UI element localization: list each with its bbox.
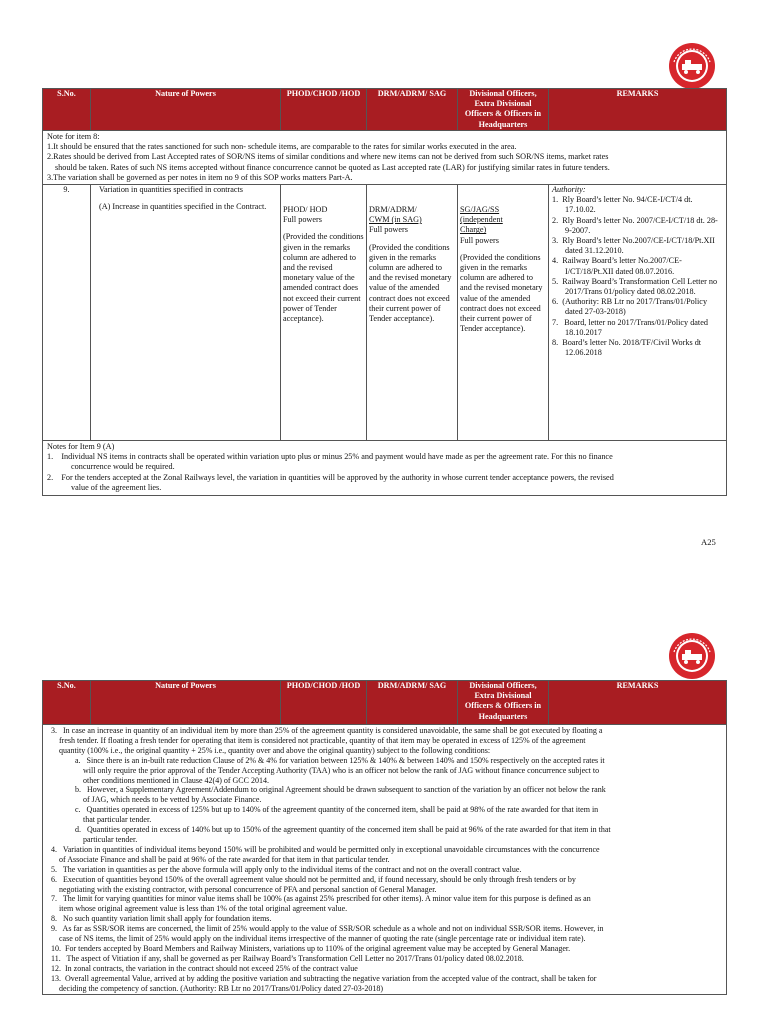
- item-9-title: Variation in quantities specified in contracts: [99, 185, 243, 195]
- note-line: item whose original agreement value is less than 1% of the total original agreement value.: [59, 904, 348, 914]
- drm-head-cwm: CWM (in SAG): [369, 215, 422, 225]
- note-line: negotiating with the existing contractor, with personal concurrence of PFA and personal sanction of General Manager.: [59, 884, 437, 894]
- note-line: that particular tender.: [83, 815, 152, 825]
- header-phod: PHOD/CHOD /HOD: [281, 89, 367, 131]
- table-header-row: [43, 681, 727, 725]
- note-line: 3. In case an increase in quantity of an individual item by more than 25% of the agreement quantity is considered unavoidable, the same shall be got executed by floating a: [51, 726, 603, 735]
- notes-9a-title: Notes for Item 9 (A): [47, 442, 115, 452]
- header-divisional: Divisional Officers, Extra Divisional Officers & Officers in Headquarters: [458, 681, 549, 725]
- note-line: will only require the prior approval of the Tender Accepting Authority (TAA) who is an officer not below the rank of JAG without finance concurrence subject to: [83, 765, 600, 775]
- note-line: quantity (100% i.e., the original quantity + 25% i.e., quantity over and above the original quantity) subject to the following conditions:: [59, 745, 491, 755]
- note-line: d. Quantities operated in excess of 140% but up to 150% of the agreement quantity of the concerned item shall be paid at 96% of the rate awarded for that item in that: [75, 825, 611, 835]
- powers-table-page-2: [42, 680, 727, 995]
- note-line: other conditions mentioned in Clause 42(4) of GCC 2014.: [83, 775, 269, 785]
- note-line: a. Since there is an in-built rate reduction Clause of 2% & 4% for variation between 125% & 140% & between 140% and 150% respectively on the accepted rates it: [75, 755, 605, 765]
- note-8-line: 2.Rates should be derived from Last Accepted rates of SOR/NS items of similar conditions and where new items can not be derived from such SOR/NS items, market rates: [47, 152, 609, 162]
- note-line: of JAG, which needs to be vetted by Associate Finance.: [83, 795, 262, 805]
- note-line: 13. Overall agreemental Value, arrived at by adding the positive variation and subtracting the negative variation from the accepted value of the contract, shall be taken for: [51, 973, 597, 983]
- note-line: b. However, a Supplementary Agreement/Addendum to original Agreement should be drawn subsequent to sanction of the variation by an officer not below the rank: [75, 785, 606, 795]
- note-line: 12. In zonal contracts, the variation in the contract should not exceed 25% of the contract value: [51, 963, 358, 973]
- note-8-line: 1.It should be ensured that the rates sanctioned for such non- schedule items, are comparable to the rates for similar works executed in the area.: [47, 142, 517, 152]
- note-line: 11. The aspect of Vitiation if any, shall be governed as per Railway Board’s Transformation Cell Letter no 2017/Trans 01/policy dated 08.02.2018.: [51, 953, 524, 963]
- note-line: fresh tender. If floating a fresh tender for operating that item is considered not practicable, quantity of that item may be operated in excess of 125% of the agreement: [59, 735, 586, 745]
- railway-logo: [668, 42, 716, 90]
- note-8-line: should be taken. Rates of such NS items accepted without finance concurrence cannot be quoted as Last accepted rate (LAR) for justifying similar rates in future tenders.: [55, 162, 610, 172]
- header-remarks: REMARKS: [549, 681, 727, 725]
- authority-item: 3. Rly Board’s letter No.2007/CE-I/CT/18/Pt.XII dated 31.12.2010.: [552, 236, 715, 256]
- authority-item: 4. Railway Board’s letter No.2007/CE-I/CT/18/Pt.XII dated 08.07.2016.: [552, 256, 682, 276]
- header-divisional: Divisional Officers, Extra Divisional Officers & Officers in Headquarters: [458, 89, 549, 131]
- header-nature: Nature of Powers: [91, 681, 281, 725]
- item-9-row: [43, 185, 727, 441]
- authority-item: 1. Rly Board’s letter No. 94/CE-I/CT/4 dt. 17.10.02.: [552, 195, 693, 215]
- notes-9a-line: 1. Individual NS items in contracts shall be operated within variation upto plus or minus 25% and payment would have made as per the agreement rate. For this no finance: [47, 452, 613, 462]
- note-line: 7. The limit for varying quantities for minor value items shall be 100% (as against 25% prescribed for other items). A minor value item for this purpose is defined as an: [51, 894, 591, 904]
- notes-9a-line: value of the agreement lies.: [71, 482, 162, 492]
- authority-item: 5. Railway Board’s Transformation Cell Letter no 2017/Trans 01/policy dated 08.02.2018.: [552, 276, 718, 297]
- header-drm: DRM/ADRM/ SAG: [367, 681, 458, 725]
- variation-notes-row: [43, 725, 727, 995]
- header-drm: DRM/ADRM/ SAG: [367, 89, 458, 131]
- note-line: 6. Execution of quantities beyond 150% of the overall agreement value should not be permitted and, if found necessary, should be only through fresh tenders or by: [51, 874, 576, 884]
- notes-9a-line: 2. For the tenders accepted at the Zonal Railways level, the variation in quantities will be approved by the authority in whose current tender acceptance powers, the revised: [47, 472, 614, 482]
- note-line: of Associate Finance and shall be paid at 96% of the rate awarded for that item in that particular tender.: [59, 854, 390, 864]
- note-item-8-row: [43, 131, 727, 185]
- phod-powers: Full powers: [283, 215, 322, 225]
- authority-item: 8. Board’s letter No. 2018/TF/Civil Works dt 12.06.2018: [552, 338, 702, 358]
- authority-title: Authority:: [552, 185, 586, 195]
- note-line: 5. The variation in quantities as per the above formula will apply only to the individual items of the contract and not on the overall contract value.: [51, 864, 522, 874]
- authority-item: 6. (Authority: RB Ltr no 2017/Trans/01/Policy dated 27-03-2018): [552, 297, 708, 317]
- header-sno: S.No.: [43, 89, 91, 131]
- note-line: case of NS items, the limit of 25% would apply on the individual items irrespective of the manner of quoting the rate (single percentage rate or individual item rate).: [59, 934, 586, 944]
- note-line: 10. For tenders accepted by Board Members and Railway Ministers, variations up to 110% of the original agreement value may be accepted by General Manager.: [51, 943, 571, 953]
- drm-head: DRM/ADRM/: [369, 205, 417, 215]
- authority-item: 7. Board, letter no 2017/Trans/01/Policy dated 18.10.2017: [552, 317, 708, 337]
- header-sno: S.No.: [43, 681, 91, 725]
- note-line: 4. Variation in quantities of individual items beyond 150% will be prohibited and would be permitted only in exceptional unavoidable circumstances with the concurrence: [51, 844, 600, 854]
- item-9-subtitle: (A) Increase in quantities specified in the Contract.: [99, 202, 267, 212]
- header-phod: PHOD/CHOD /HOD: [281, 681, 367, 725]
- header-remarks: REMARKS: [549, 89, 727, 131]
- authority-list: [552, 195, 724, 358]
- note-8-title: Note for item 8:: [47, 132, 100, 141]
- powers-table-page-1: [42, 88, 727, 496]
- page-number: A25: [701, 537, 716, 547]
- note-line: 8. No such quantity variation limit shall apply for foundation items.: [51, 914, 272, 924]
- drm-conditions: (Provided the conditions given in the remarks column are adhered to and the revised monetary value of the amended contract does not exceed their current power of Tender acceptance).: [369, 242, 452, 324]
- phod-conditions: (Provided the conditions given in the remarks column are adhered to and the revised monetary value of the amended contract does not exceed their current power of Tender acceptance).: [283, 232, 364, 324]
- note-line: deciding the competency of sanction. (Authority: RB Ltr no 2017/Trans/01/Policy dated 27-03-2018): [59, 983, 384, 993]
- phod-head: PHOD/ HOD: [283, 205, 328, 215]
- drm-powers: Full powers: [369, 225, 408, 235]
- note-8-line: 3.The variation shall be governed as per notes in item no 9 of this SOP works matters Part-A.: [47, 172, 353, 182]
- div-powers: Full powers: [460, 235, 499, 245]
- div-head-independent: (independent: [460, 215, 503, 225]
- note-line: particular tender.: [83, 834, 138, 844]
- div-head: SG/JAG/SS: [460, 205, 500, 215]
- header-nature: Nature of Powers: [91, 89, 281, 131]
- div-head-charge: Charge): [460, 225, 487, 235]
- note-line: c. Quantities operated in excess of 125% but up to 140% of the agreement quantity of the concerned item, shall be paid at 98% of the rate awarded for that item in: [75, 805, 599, 815]
- note-line: 9. As far as SSR/SOR items are concerned, the limit of 25% would apply to the value of SSR/SOR schedule as a whole and not on individual SSR/SOR items. However, in: [51, 924, 604, 934]
- div-conditions: (Provided the conditions given in the remarks column are adhered to and the revised monetary value of the amended contract does not exceed their current power of Tender acceptance).: [460, 252, 543, 334]
- item-9-sno: 9.: [43, 185, 91, 441]
- notes-item-9a-row: [43, 441, 727, 496]
- notes-9a-line: concurrence would be required.: [71, 462, 175, 472]
- authority-item: 2. Rly Board’s letter No. 2007/CE-I/CT/18 dt. 28-9-2007.: [552, 215, 718, 235]
- table-header-row: [43, 89, 727, 131]
- railway-logo: [668, 632, 716, 680]
